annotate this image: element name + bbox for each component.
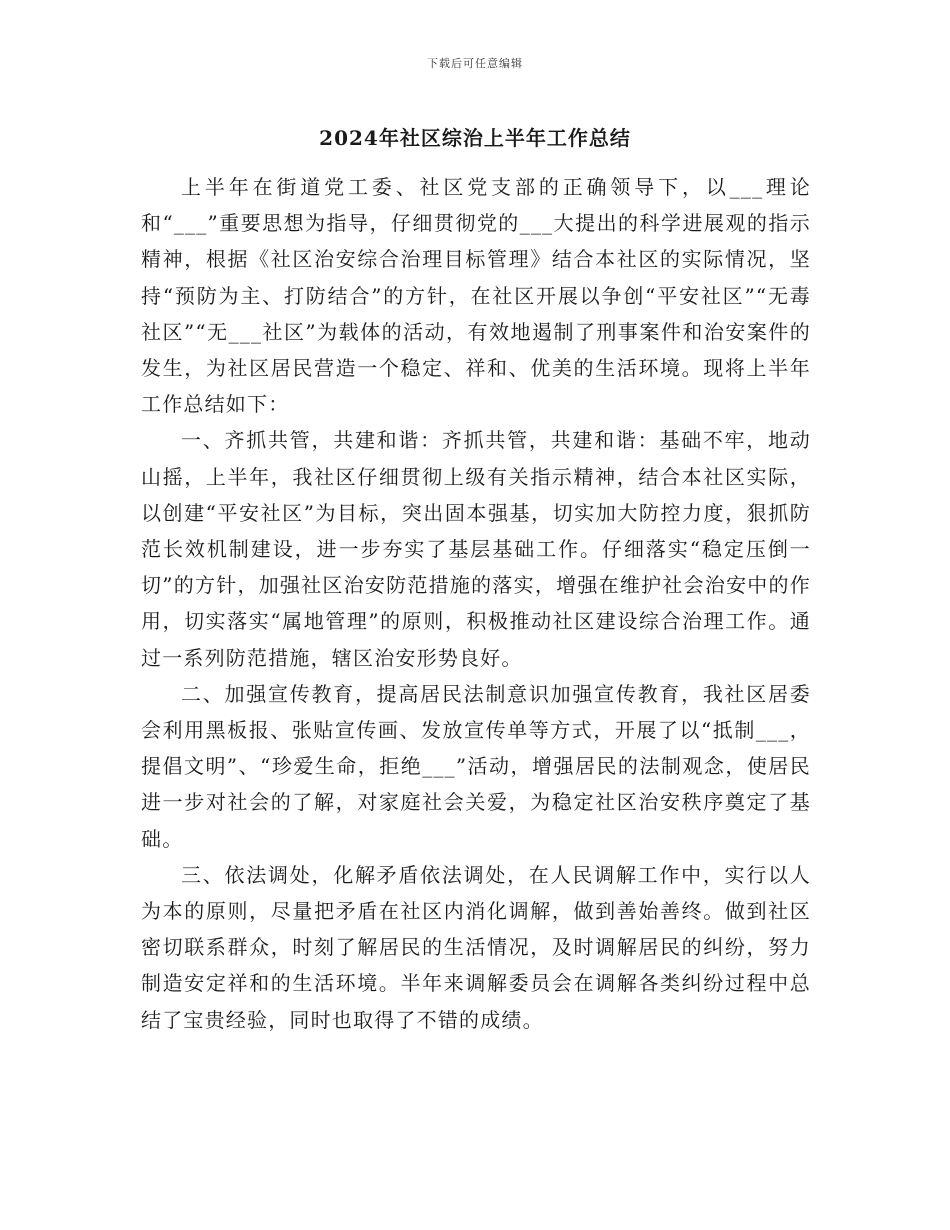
paragraph-section-1: 一、齐抓共管，共建和谐：齐抓共管，共建和谐：基础不牢，地动山摇，上半年，我社区仔细贯彻上级有关指示精神，结合本社区实际，以创建“平安社区”为目标，突出固本强基，切实加大防控力度，狠抓防范长效机制建设，进一步夯实了基层基础工作。仔细落实“稳定压倒一切”的方针，加强社区治安防范措施的落实，增强在维护社会治安中的作用，切实落实“属地管理”的原则，积极推动社区建设综合治理工作。通过一系列防范措施，辖区治安形势良好。 [141,428,811,670]
header-note: 下载后可任意编辑 [427,57,523,70]
paragraph-intro: 上半年在街道党工委、社区党支部的正确领导下，以___理论和“___”重要思想为指导，仔细贯彻党的___大提出的科学进展观的指示精神，根据《社区治安综合治理目标管理》结合本社区的实际情况，坚持“预防为主、打防结合”的方针，在社区开展以争创“平安社区”“无毒社区”“无___社区”为载体的活动，有效地遏制了刑事案件和治安案件的发生，为社区居民营造一个稳定、祥和、优美的生活环境。现将上半年工作总结如下： [141,175,811,417]
document-title: 2024年社区综治上半年工作总结 [319,126,631,150]
paragraph-section-2: 二、加强宣传教育，提高居民法制意识加强宣传教育，我社区居委会利用黑板报、张贴宣传画、发放宣传单等方式，开展了以“抵制___，提倡文明”、“珍爱生命，拒绝___”活动，增强居民的法制观念，使居民进一步对社会的了解，对家庭社会关爱，为稳定社区治安秩序奠定了基础。 [141,681,811,851]
document-body [141,169,811,1038]
paragraph-section-3: 三、依法调处，化解矛盾依法调处，在人民调解工作中，实行以人为本的原则，尽量把矛盾在社区内消化调解，做到善始善终。做到社区密切联系群众，时刻了解居民的生活情况，及时调解居民的纠纷，努力制造安定祥和的生活环境。半年来调解委员会在调解各类纠纷过程中总结了宝贵经验，同时也取得了不错的成绩。 [141,862,811,1032]
